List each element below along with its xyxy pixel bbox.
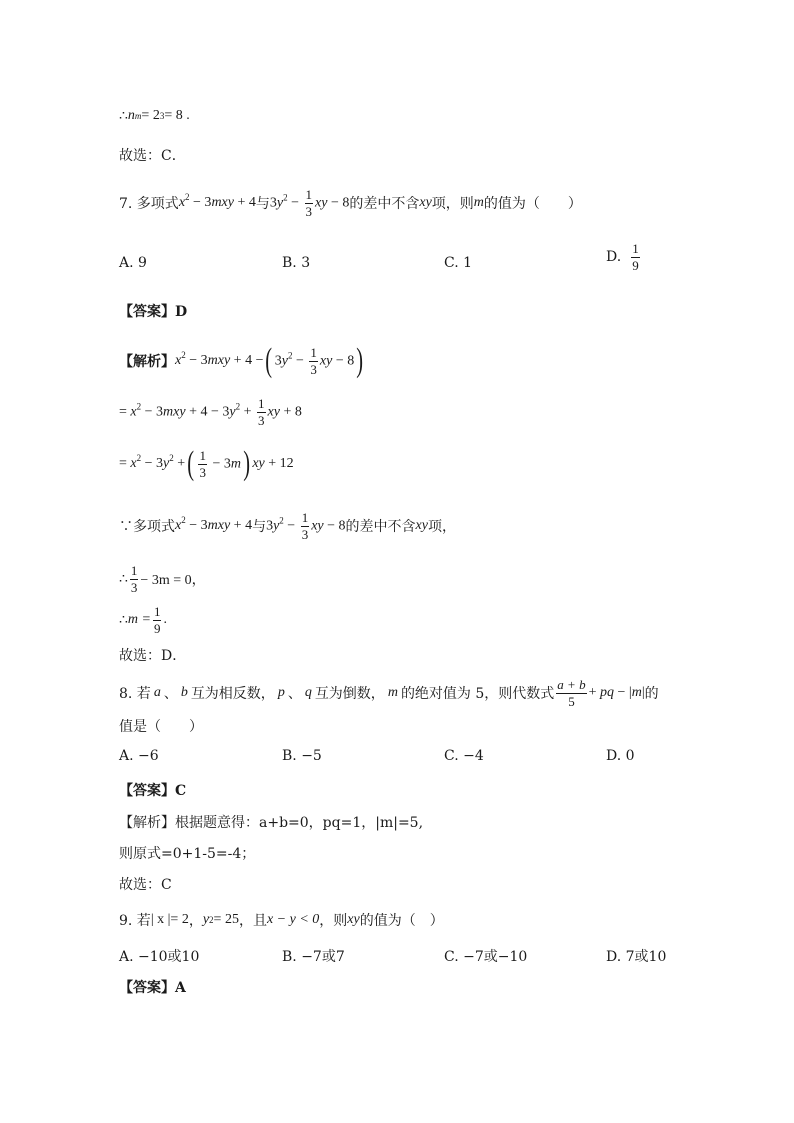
q7-solution-expr1: $x^2 - 3mxy + 4$ − bbox=[175, 350, 264, 368]
q7-choice: 故选：D． bbox=[119, 648, 187, 664]
question-8 bbox=[119, 678, 659, 708]
q7-option-c: C. 1 bbox=[444, 255, 473, 271]
q8-option-a: A. −6 bbox=[119, 748, 159, 764]
q7-mid: 与 bbox=[255, 196, 270, 213]
question-7 bbox=[119, 188, 582, 218]
q7-solution-line3 bbox=[119, 447, 294, 481]
q9-t3: ，且 bbox=[238, 913, 267, 929]
q9-t5: 的值为（ ） bbox=[359, 913, 444, 929]
q7-suffix: 的差中不含 bbox=[349, 196, 420, 213]
q9-y: y bbox=[202, 912, 210, 927]
period: . bbox=[163, 612, 167, 628]
q7-solution-expr3: = $x^2 - 3y^2$ + bbox=[119, 453, 186, 471]
therefore-symbol: ∴ bbox=[119, 612, 128, 629]
q7-solution-expr3b: $\frac{1}{3}$ − 3m bbox=[199, 447, 242, 480]
q8-t1: 、 bbox=[163, 686, 178, 703]
because-poly2: $3y^2$ − $\frac{1}{3}$ xy − 8 bbox=[266, 510, 346, 542]
q7-option-a: A. 9 bbox=[119, 255, 147, 271]
question-9: 9. 若 | x |= 2 ， y 2 = 25 ，且 x − y < 0 ，则 xy 的值为（ ） bbox=[119, 912, 444, 929]
answer-choice-line: 故选：C． bbox=[119, 148, 186, 164]
so1-tail: − 3m = 0， bbox=[140, 573, 206, 589]
because-poly1: $x^2 - 3mxy + 4$ bbox=[175, 515, 253, 534]
q8-b: b bbox=[180, 685, 188, 701]
q7-solution-line2 bbox=[119, 397, 302, 427]
q8-answer: 【答案】C bbox=[119, 783, 187, 799]
math-text: = 8 . bbox=[164, 108, 190, 123]
q9-option-d: D. 7或10 bbox=[606, 949, 667, 965]
q8-choice: 故选：C bbox=[119, 877, 172, 893]
q7-solution-line1 bbox=[119, 344, 366, 378]
q9-t2: = 25 bbox=[213, 912, 239, 927]
q7-xy: xy bbox=[419, 195, 432, 211]
q9-answer: 【答案】A bbox=[119, 980, 186, 996]
q7-answer: 【答案】D bbox=[119, 304, 188, 320]
q7-poly2: $3y^2$ − $\frac{1}{3}$ xy − 8 bbox=[269, 187, 350, 219]
q7-solution-expr1b: $3y^2$ − $\frac{1}{3}$ xy − 8 bbox=[274, 344, 355, 377]
q9-t4: ，则 bbox=[319, 913, 348, 929]
q8-t5: 的绝对值为 5，则代数式 bbox=[400, 686, 555, 703]
q8-q: q bbox=[304, 685, 312, 701]
so1-fraction: $\frac{1}{3}$ bbox=[130, 563, 138, 595]
q7-end: 项，则 bbox=[431, 196, 474, 213]
q9-option-b: B. −7或7 bbox=[282, 949, 345, 965]
q7-option-d-fraction: $\frac{1}{9}$ bbox=[632, 241, 639, 273]
math-text: = 2 bbox=[141, 108, 160, 123]
q7-prefix: 7. 多项式 bbox=[119, 196, 179, 213]
left-paren: ( bbox=[187, 445, 195, 482]
so2-m: m = bbox=[127, 612, 151, 628]
q7-poly1: $x^2 - 3mxy + 4$ bbox=[178, 192, 256, 211]
so2-fraction: $\frac{1}{9}$ bbox=[153, 604, 161, 636]
q8-a: a bbox=[153, 685, 161, 701]
because-mid: 与 bbox=[252, 519, 267, 536]
q8-option-d: D. 0 bbox=[606, 748, 635, 764]
because-xy: xy bbox=[415, 518, 428, 534]
q7-option-d bbox=[606, 242, 642, 272]
q8-solution-2: 则原式=0+1-5=-4； bbox=[119, 846, 256, 862]
q8-solution-1: 【解析】根据题意得：a+b=0，pq=1，|m|=5, bbox=[119, 815, 424, 831]
therefore-symbol: ∴ bbox=[119, 108, 128, 124]
because-end: 项， bbox=[427, 519, 456, 536]
right-paren: ) bbox=[243, 445, 251, 482]
q7-solution-label: 【解析】 bbox=[119, 354, 175, 370]
q9-abs: | x |= 2 bbox=[150, 912, 189, 927]
q8-prefix: 8. 若 bbox=[119, 686, 151, 703]
q9-xy: xy bbox=[347, 912, 360, 927]
q9-prefix: 9. 若 bbox=[119, 913, 151, 929]
q8-m: m bbox=[387, 685, 398, 701]
q8-p: p bbox=[277, 685, 285, 701]
q9-t1: ， bbox=[188, 913, 203, 929]
q9-ineq: x − y < 0 bbox=[266, 912, 320, 927]
math-n: n bbox=[127, 108, 135, 123]
q7-option-d-label: D. bbox=[606, 249, 622, 266]
q8-option-b: B. −5 bbox=[282, 748, 322, 764]
because-suffix: 的差中不含 bbox=[345, 519, 416, 536]
q9-option-a: A. −10或10 bbox=[119, 949, 200, 965]
therefore-symbol: ∴ bbox=[119, 571, 128, 588]
q7-solution-expr3c: xy + 12 bbox=[252, 456, 294, 471]
q7-option-b: B. 3 bbox=[282, 255, 311, 271]
left-paren: ( bbox=[265, 342, 273, 379]
q8-fraction: $\frac{a + b}{5}$ bbox=[557, 677, 586, 709]
q8-expr: + pq − |m| bbox=[588, 685, 645, 701]
q8-t3: 、 bbox=[287, 686, 302, 703]
because-prefix: ∵多项式 bbox=[119, 519, 175, 536]
conclusion-line: ∴ n m = 2 3 = 8 . bbox=[119, 108, 190, 124]
q7-end2: 的值为（ ） bbox=[483, 196, 582, 213]
q7-solution-expr2: = $x^2 - 3mxy + 4 - 3y^2$ + $\frac{1}{3}$ xy + 8 bbox=[119, 396, 302, 428]
q8-t2: 互为相反数， bbox=[190, 686, 275, 703]
q9-option-c: C. −7或−10 bbox=[444, 949, 528, 965]
q7-so-line2 bbox=[119, 605, 167, 635]
q8-t4: 互为倒数， bbox=[314, 686, 385, 703]
q7-m: m bbox=[473, 195, 484, 211]
q8-option-c: C. −4 bbox=[444, 748, 484, 764]
q8-line2: 值是（ ） bbox=[119, 719, 203, 735]
right-paren: ) bbox=[356, 342, 364, 379]
q7-so-line1 bbox=[119, 564, 206, 594]
q7-because-line bbox=[119, 511, 456, 541]
q8-t6: 的 bbox=[644, 686, 659, 703]
